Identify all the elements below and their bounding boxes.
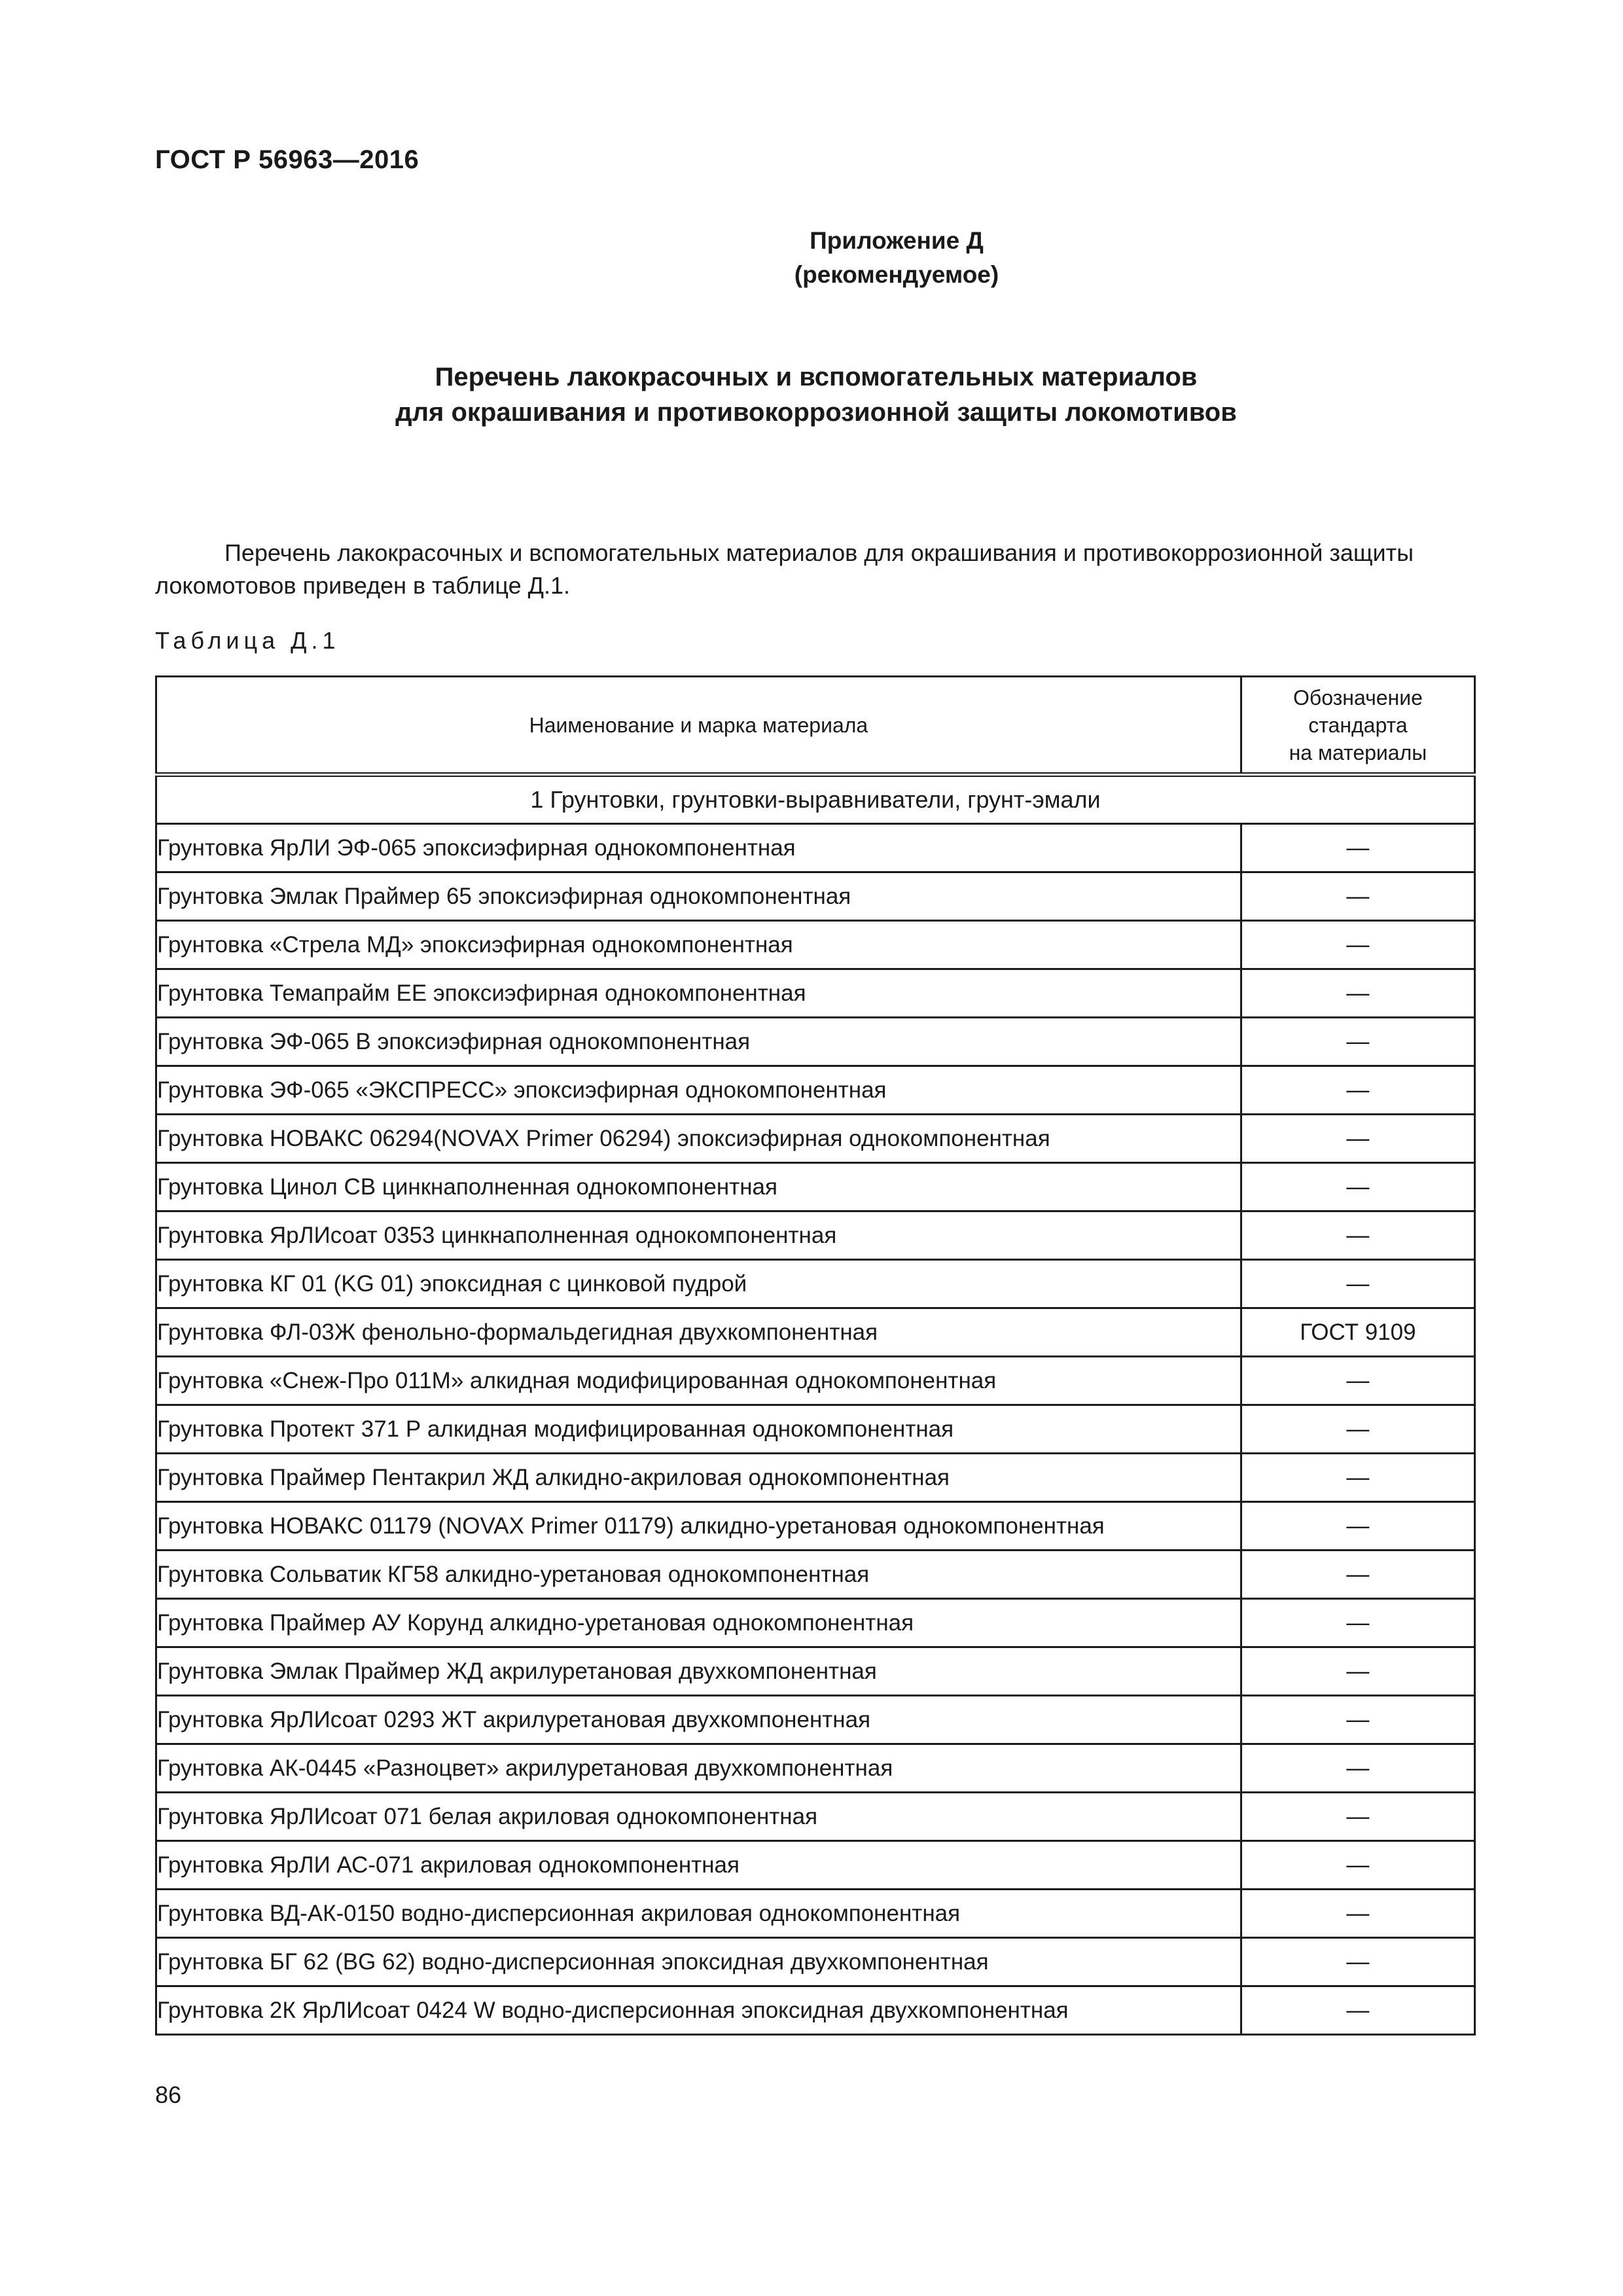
material-name-cell: Грунтовка Темапрайм ЕЕ эпоксиэфирная однокомпонентная [156, 969, 1241, 1018]
table-row [156, 1018, 1475, 1066]
table-row [156, 1647, 1475, 1696]
table-row [156, 1744, 1475, 1793]
standard-cell: — [1241, 1357, 1474, 1405]
table-caption: Таблица Д.1 [155, 627, 340, 654]
material-name-cell: Грунтовка ЯрЛИ ЭФ-065 эпоксиэфирная однокомпонентная [156, 824, 1241, 872]
standard-cell: — [1241, 1647, 1474, 1696]
material-name-cell: Грунтовка ВД-АК-0150 водно-дисперсионная акриловая однокомпонентная [156, 1890, 1241, 1938]
column-header-name: Наименование и марка материала [156, 677, 1241, 775]
materials-table [155, 675, 1476, 2036]
material-name-cell: Грунтовка ЯрЛИсоат 0293 ЖТ акрилуретановая двухкомпонентная [156, 1696, 1241, 1744]
appendix-title: Приложение Д [810, 227, 984, 254]
table-row [156, 1938, 1475, 1986]
table-row [156, 969, 1475, 1018]
table-body [156, 775, 1475, 2035]
table-row [156, 1841, 1475, 1890]
standard-cell: — [1241, 1599, 1474, 1647]
material-name-cell: Грунтовка ФЛ-03Ж фенольно-формальдегидная двухкомпонентная [156, 1308, 1241, 1357]
material-name-cell: Грунтовка Цинол СВ цинкнаполненная однокомпонентная [156, 1163, 1241, 1211]
standard-cell: — [1241, 1405, 1474, 1454]
table-row [156, 872, 1475, 921]
material-name-cell: Грунтовка ЯрЛИсоат 071 белая акриловая однокомпонентная [156, 1793, 1241, 1841]
title-line-2: для окрашивания и противокоррозионной защиты локомотивов [395, 398, 1237, 427]
table-row [156, 1115, 1475, 1163]
table-row [156, 1357, 1475, 1405]
standard-cell: — [1241, 1744, 1474, 1793]
intro-line-1: Перечень лакокрасочных и вспомогательных материалов для окрашивания и противокоррозионной защиты [224, 539, 1414, 566]
material-name-cell: Грунтовка Протект 371 Р алкидная модифицированная однокомпонентная [156, 1405, 1241, 1454]
intro-paragraph [155, 537, 1477, 602]
column-header-standard-line-1: Обозначение [1293, 685, 1423, 709]
standard-cell: — [1241, 1986, 1474, 2035]
column-header-standard [1241, 677, 1474, 775]
material-name-cell: Грунтовка КГ 01 (KG 01) эпоксидная с цинковой пудрой [156, 1260, 1241, 1308]
standard-cell: — [1241, 1502, 1474, 1551]
appendix-type: (рекомендуемое) [794, 261, 999, 288]
table-row [156, 1890, 1475, 1938]
standard-cell: — [1241, 969, 1474, 1018]
standard-cell: — [1241, 1841, 1474, 1890]
standard-cell: — [1241, 1163, 1474, 1211]
table-row [156, 1793, 1475, 1841]
table-row [156, 1599, 1475, 1647]
table-row [156, 824, 1475, 872]
column-header-standard-line-3: на материалы [1289, 740, 1427, 764]
table-row [156, 1308, 1475, 1357]
table-row [156, 1405, 1475, 1454]
standard-cell: — [1241, 872, 1474, 921]
table-row [156, 1454, 1475, 1502]
intro-line-2: локомотовов приведен в таблице Д.1. [155, 572, 571, 599]
material-name-cell: Грунтовка Праймер АУ Корунд алкидно-уретановая однокомпонентная [156, 1599, 1241, 1647]
material-name-cell: Грунтовка Эмлак Праймер ЖД акрилуретановая двухкомпонентная [156, 1647, 1241, 1696]
title-line-1: Перечень лакокрасочных и вспомогательных материалов [435, 363, 1198, 391]
standard-cell: — [1241, 1696, 1474, 1744]
material-name-cell: Грунтовка ЭФ-065 В эпоксиэфирная однокомпонентная [156, 1018, 1241, 1066]
standard-cell: — [1241, 1260, 1474, 1308]
material-name-cell: Грунтовка Сольватик КГ58 алкидно-уретановая однокомпонентная [156, 1551, 1241, 1599]
table-row [156, 1211, 1475, 1260]
section-row [156, 775, 1475, 824]
document-code: ГОСТ Р 56963—2016 [155, 145, 419, 174]
standard-cell: — [1241, 824, 1474, 872]
standard-cell: — [1241, 1551, 1474, 1599]
standard-cell: — [1241, 921, 1474, 969]
table-row [156, 921, 1475, 969]
section-title: 1 Грунтовки, грунтовки-выравниватели, грунт-эмали [156, 775, 1475, 824]
table-row [156, 1551, 1475, 1599]
column-header-standard-line-2: стандарта [1308, 713, 1408, 737]
document-title [0, 359, 1623, 430]
page-number: 86 [155, 2081, 182, 2108]
material-name-cell: Грунтовка АК-0445 «Разноцвет» акрилуретановая двухкомпонентная [156, 1744, 1241, 1793]
material-name-cell: Грунтовка ЭФ-065 «ЭКСПРЕСС» эпоксиэфирная однокомпонентная [156, 1066, 1241, 1115]
material-name-cell: Грунтовка 2К ЯрЛИсоат 0424 W водно-дисперсионная эпоксидная двухкомпонентная [156, 1986, 1241, 2035]
table-row [156, 1696, 1475, 1744]
material-name-cell: Грунтовка ЯрЛИсоат 0353 цинкнаполненная однокомпонентная [156, 1211, 1241, 1260]
table-row [156, 1260, 1475, 1308]
standard-cell: ГОСТ 9109 [1241, 1308, 1474, 1357]
standard-cell: — [1241, 1018, 1474, 1066]
standard-cell: — [1241, 1066, 1474, 1115]
standard-cell: — [1241, 1454, 1474, 1502]
material-name-cell: Грунтовка ЯрЛИ АС-071 акриловая однокомпонентная [156, 1841, 1241, 1890]
standard-cell: — [1241, 1793, 1474, 1841]
material-name-cell: Грунтовка Праймер Пентакрил ЖД алкидно-акриловая однокомпонентная [156, 1454, 1241, 1502]
table-header-row [156, 677, 1475, 775]
material-name-cell: Грунтовка «Стрела МД» эпоксиэфирная однокомпонентная [156, 921, 1241, 969]
table-row [156, 1986, 1475, 2035]
material-name-cell: Грунтовка «Снеж-Про 011М» алкидная модифицированная однокомпонентная [156, 1357, 1241, 1405]
standard-cell: — [1241, 1938, 1474, 1986]
table-row [156, 1066, 1475, 1115]
table-row [156, 1502, 1475, 1551]
table-row [156, 1163, 1475, 1211]
standard-cell: — [1241, 1890, 1474, 1938]
appendix-heading [0, 224, 1623, 292]
material-name-cell: Грунтовка НОВАКС 06294(NOVAX Primer 06294) эпоксиэфирная однокомпонентная [156, 1115, 1241, 1163]
material-name-cell: Грунтовка Эмлак Праймер 65 эпоксиэфирная однокомпонентная [156, 872, 1241, 921]
material-name-cell: Грунтовка БГ 62 (BG 62) водно-дисперсионная эпоксидная двухкомпонентная [156, 1938, 1241, 1986]
standard-cell: — [1241, 1211, 1474, 1260]
standard-cell: — [1241, 1115, 1474, 1163]
material-name-cell: Грунтовка НОВАКС 01179 (NOVAX Primer 01179) алкидно-уретановая однокомпонентная [156, 1502, 1241, 1551]
